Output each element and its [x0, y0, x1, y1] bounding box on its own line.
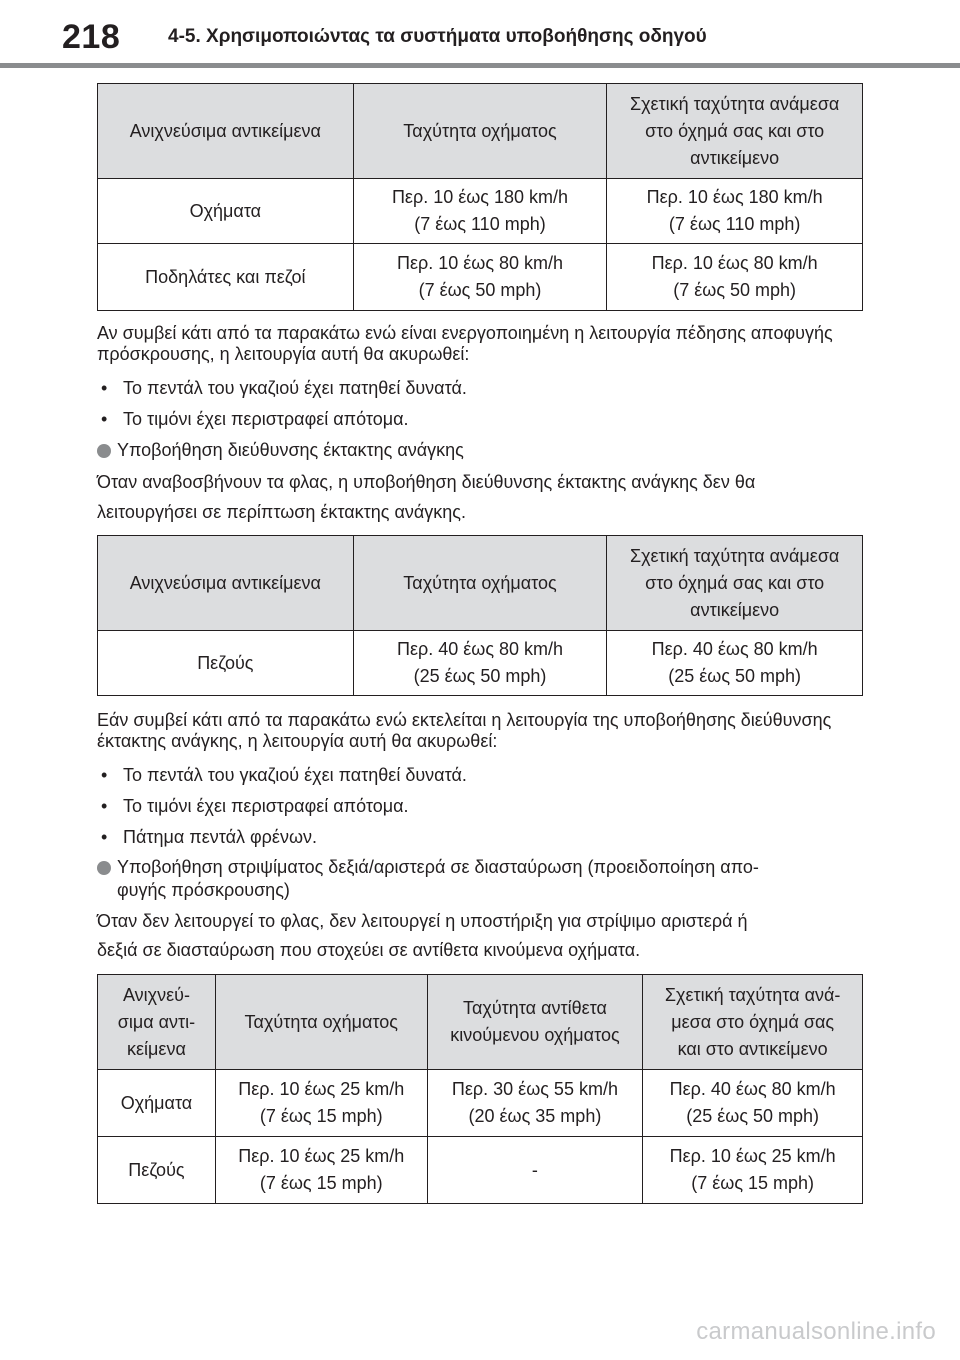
- table-header-row: [98, 536, 863, 631]
- table-header-cell: Σχετική ταχύτητα ανάμεσα στο όχημά σας και στο αντικείμενο: [607, 84, 863, 179]
- table-row: [98, 244, 863, 311]
- table-header-cell: Ταχύτητα οχήματος: [353, 536, 607, 631]
- table-cell: Περ. 10 έως 80 km/h (7 έως 50 mph): [607, 244, 863, 311]
- bullet-item: • Το τιμόνι έχει περιστραφεί απότομα.: [101, 409, 409, 429]
- table-cell: Περ. 10 έως 25 km/h (7 έως 15 mph): [643, 1137, 863, 1204]
- table-turn-assist-speeds: [97, 974, 863, 1204]
- table-row: [98, 1137, 863, 1204]
- table-header-cell: Ταχύτητα οχήματος: [215, 975, 427, 1070]
- table-cell: Ποδηλάτες και πεζοί: [98, 244, 354, 311]
- section-heading-turn-assist: Υποβοήθηση στριψίματος δεξιά/αριστερά σε διασταύρωση (προειδοποίηση απο-: [117, 857, 759, 877]
- bullet-item: • Πάτημα πεντάλ φρένων.: [101, 827, 318, 847]
- table-cell: Περ. 10 έως 25 km/h (7 έως 15 mph): [215, 1070, 427, 1137]
- table-header-cell: Ανιχνεύσιμα αντικείμενα: [98, 84, 354, 179]
- table-row: [98, 1070, 863, 1137]
- table-cell: Περ. 10 έως 180 km/h (7 έως 110 mph): [353, 179, 607, 244]
- bullet-item: • Το πεντάλ του γκαζιού έχει πατηθεί δυνατά.: [101, 765, 467, 785]
- table-cell: -: [427, 1137, 643, 1204]
- table-cell: Περ. 10 έως 25 km/h (7 έως 15 mph): [215, 1137, 427, 1204]
- table-header-cell: Ανιχνεύσιμα αντικείμενα: [98, 536, 354, 631]
- header-rule: [0, 63, 960, 68]
- section-title: 4-5. Χρησιμοποιώντας τα συστήματα υποβοήθησης οδηγού: [168, 26, 707, 47]
- table-header-cell: Ταχύτητα αντίθετα κινούμενου οχήματος: [427, 975, 643, 1070]
- bullet-item: • Το τιμόνι έχει περιστραφεί απότομα.: [101, 796, 409, 816]
- table-cell: Περ. 40 έως 80 km/h (25 έως 50 mph): [353, 631, 607, 696]
- table-detection-speeds-2: [97, 535, 863, 696]
- circle-bullet-icon: [97, 444, 111, 458]
- table-cell: Περ. 40 έως 80 km/h (25 έως 50 mph): [607, 631, 863, 696]
- table-cell: Οχήματα: [98, 179, 354, 244]
- table-detection-speeds-1: [97, 83, 863, 311]
- circle-bullet-icon: [97, 861, 111, 875]
- paragraph-cancel-conditions-2: Εάν συμβεί κάτι από τα παρακάτω ενώ εκτελείται η λειτουργία της υποβοήθησης διεύθυνσης έκτακτης ανάγκης, η λειτουργία αυτή θα ακυρωθεί:: [97, 710, 832, 751]
- section-heading-turn-assist-cont: φυγής πρόσκρουσης): [117, 880, 290, 900]
- table-header-cell: Σχετική ταχύτητα ανά- μεσα στο όχημά σας και στο αντικείμενο: [643, 975, 863, 1070]
- table-cell: Περ. 30 έως 55 km/h (20 έως 35 mph): [427, 1070, 643, 1137]
- table-header-row: [98, 975, 863, 1070]
- table-row: [98, 179, 863, 244]
- page-number: 218: [62, 18, 121, 56]
- table-cell: Πεζούς: [98, 1137, 216, 1204]
- table-cell: Περ. 10 έως 80 km/h (7 έως 50 mph): [353, 244, 607, 311]
- paragraph-line: Όταν αναβοσβήνουν τα φλας, η υποβοήθηση διεύθυνσης έκτακτης ανάγκης δεν θα: [97, 472, 756, 492]
- table-cell: Περ. 10 έως 180 km/h (7 έως 110 mph): [607, 179, 863, 244]
- table-cell: Πεζούς: [98, 631, 354, 696]
- watermark: carmanualsonline.info: [696, 1318, 936, 1345]
- table-cell: Περ. 40 έως 80 km/h (25 έως 50 mph): [643, 1070, 863, 1137]
- paragraph-line: δεξιά σε διασταύρωση που στοχεύει σε αντίθετα κινούμενα οχήματα.: [97, 940, 641, 960]
- table-header-row: [98, 84, 863, 179]
- table-row: [98, 631, 863, 696]
- paragraph-line: λειτουργήσει σε περίπτωση έκτακτης ανάγκης.: [97, 502, 466, 522]
- table-header-cell: Ανιχνεύ- σιμα αντι- κείμενα: [98, 975, 216, 1070]
- page-header: [0, 0, 960, 70]
- table-header-cell: Σχετική ταχύτητα ανάμεσα στο όχημά σας και στο αντικείμενο: [607, 536, 863, 631]
- paragraph-line: Όταν δεν λειτουργεί το φλας, δεν λειτουργεί η υποστήριξη για στρίψιμο αριστερά ή: [97, 911, 748, 931]
- table-header-cell: Ταχύτητα οχήματος: [353, 84, 607, 179]
- bullet-item: • Το πεντάλ του γκαζιού έχει πατηθεί δυνατά.: [101, 378, 467, 398]
- paragraph-cancel-conditions-1: Αν συμβεί κάτι από τα παρακάτω ενώ είναι ενεργοποιημένη η λειτουργία πέδησης αποφυγής πρόσκρουσης, η λειτουργία αυτή θα ακυρωθεί:: [97, 323, 833, 364]
- table-cell: Οχήματα: [98, 1070, 216, 1137]
- section-heading-emergency-steering: Υποβοήθηση διεύθυνσης έκτακτης ανάγκης: [117, 440, 464, 460]
